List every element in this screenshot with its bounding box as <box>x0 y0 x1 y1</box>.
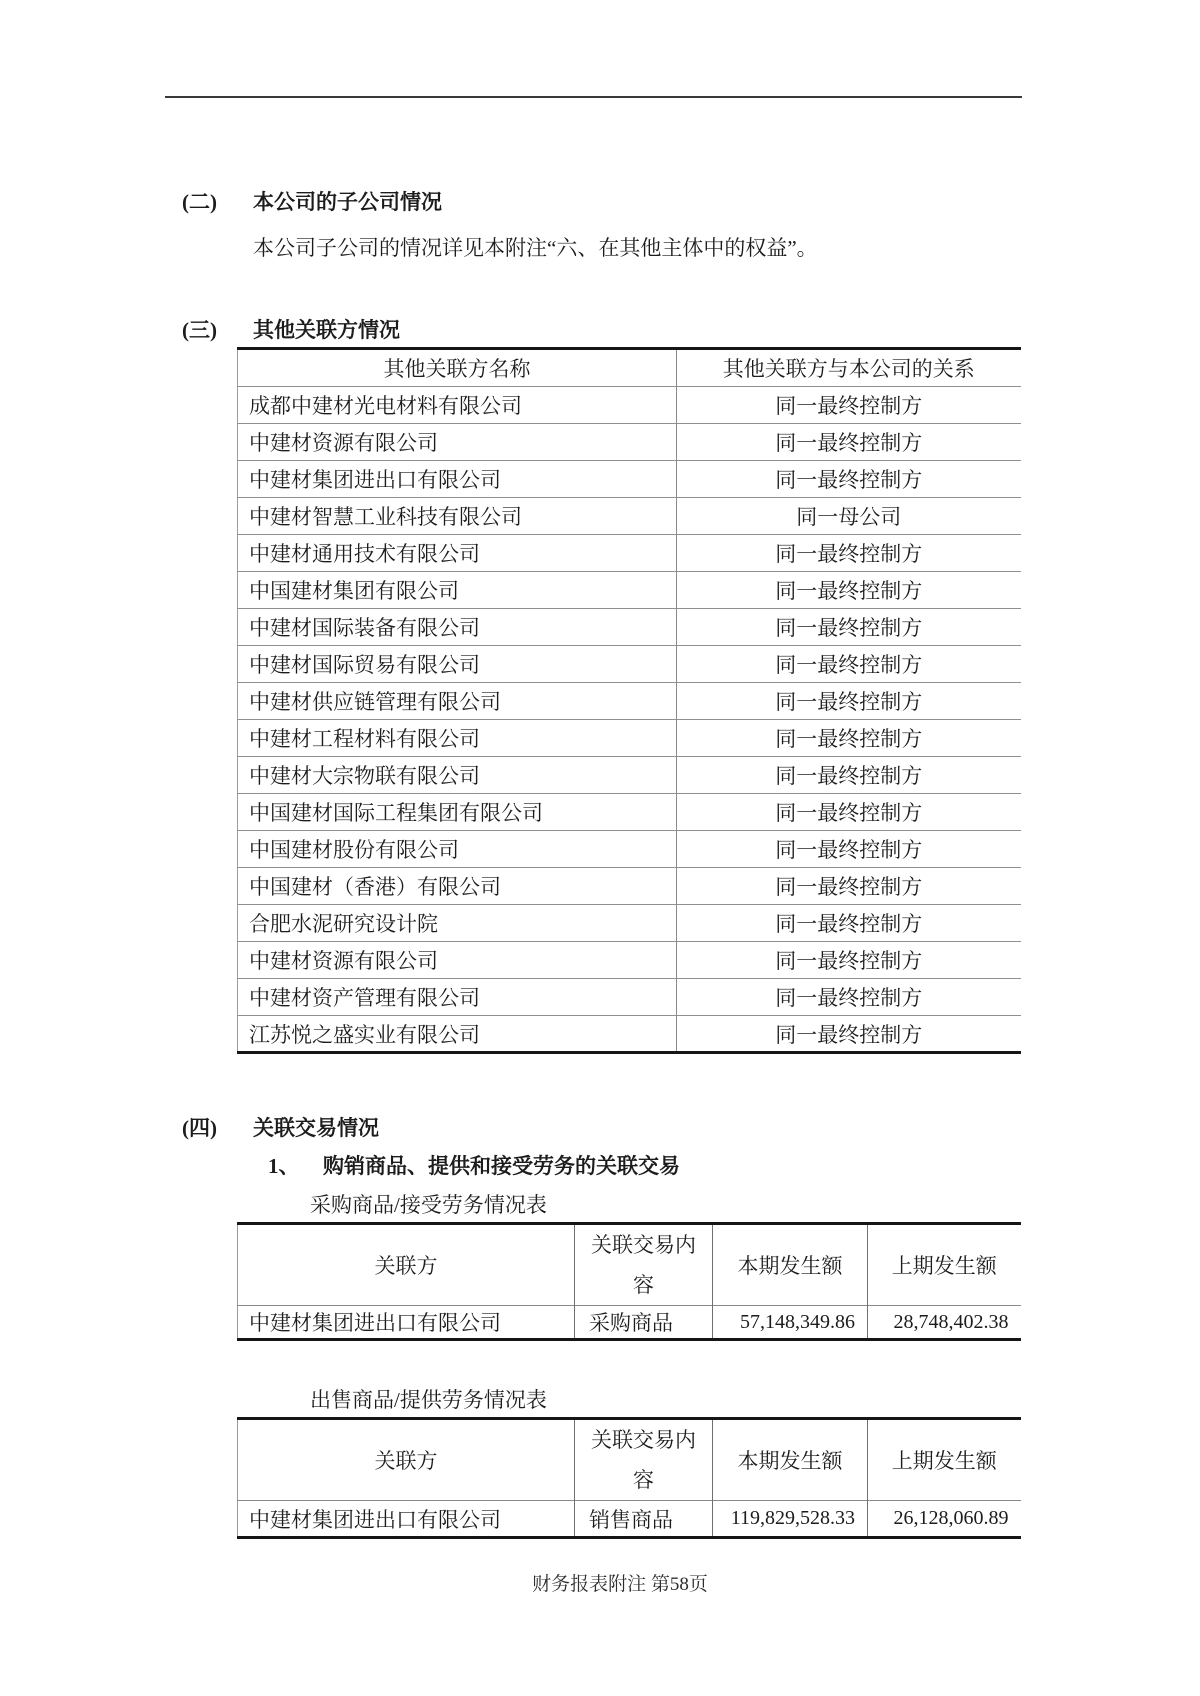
related-party-name-cell: 中国建材股份有限公司 <box>238 831 677 868</box>
related-party-row <box>238 868 1021 905</box>
purchase-table-header-row <box>238 1224 1021 1306</box>
transaction-current-amount-cell: 57,148,349.86 <box>713 1306 868 1340</box>
related-party-row <box>238 905 1021 942</box>
related-party-name-cell: 中建材大宗物联有限公司 <box>238 757 677 794</box>
subheading-number: 1、 <box>268 1154 300 1178</box>
related-party-relation-cell: 同一最终控制方 <box>677 720 1021 757</box>
column-header-prior-amount: 上期发生额 <box>868 1419 1021 1501</box>
section-2-heading <box>0 188 1200 216</box>
column-header-current-amount: 本期发生额 <box>713 1224 868 1306</box>
related-party-row <box>238 498 1021 535</box>
transaction-prior-amount-cell: 28,748,402.38 <box>868 1306 1021 1340</box>
related-party-name-cell: 成都中建材光电材料有限公司 <box>238 387 677 424</box>
purchase-table-caption: 采购商品/接受劳务情况表 <box>310 1193 547 1217</box>
column-header-prior-amount: 上期发生额 <box>868 1224 1021 1306</box>
related-party-name-cell: 中建材资产管理有限公司 <box>238 979 677 1016</box>
related-party-relation-cell: 同一最终控制方 <box>677 387 1021 424</box>
column-header-party: 关联方 <box>374 1449 438 1473</box>
related-party-row <box>238 979 1021 1016</box>
related-party-row <box>238 1016 1021 1053</box>
related-party-relation-cell: 同一最终控制方 <box>677 609 1021 646</box>
transaction-prior-amount-cell: 26,128,060.89 <box>868 1501 1021 1538</box>
section-4-index: (四) <box>182 1116 217 1140</box>
section-4-heading <box>0 1114 1200 1142</box>
section-3-index: (三) <box>182 318 217 342</box>
transaction-content-cell: 销售商品 <box>575 1501 713 1538</box>
related-party-row <box>238 387 1021 424</box>
related-party-relation-cell: 同一最终控制方 <box>677 794 1021 831</box>
related-party-relation-cell: 同一最终控制方 <box>677 831 1021 868</box>
related-party-relation-cell: 同一最终控制方 <box>677 942 1021 979</box>
related-party-relation-cell: 同一最终控制方 <box>677 979 1021 1016</box>
related-party-row <box>238 535 1021 572</box>
section-3-heading <box>0 316 1200 344</box>
related-party-name-cell: 中建材工程材料有限公司 <box>238 720 677 757</box>
related-party-relation-cell: 同一最终控制方 <box>677 757 1021 794</box>
related-party-relation-cell: 同一最终控制方 <box>677 868 1021 905</box>
column-header-party: 关联方 <box>374 1254 438 1278</box>
related-party-relation-cell: 同一最终控制方 <box>677 905 1021 942</box>
related-party-relation-cell: 同一最终控制方 <box>677 683 1021 720</box>
related-party-name-cell: 中建材国际贸易有限公司 <box>238 646 677 683</box>
related-party-name-cell: 中国建材集团有限公司 <box>238 572 677 609</box>
related-party-table <box>237 347 1021 1054</box>
subheading-title: 购销商品、提供和接受劳务的关联交易 <box>323 1154 680 1178</box>
related-party-name-cell: 中建材集团进出口有限公司 <box>238 461 677 498</box>
section-3-title: 其他关联方情况 <box>253 318 400 342</box>
sales-table <box>237 1417 1021 1539</box>
related-party-row <box>238 646 1021 683</box>
related-party-table-header-row <box>238 349 1021 387</box>
related-party-name-cell: 合肥水泥研究设计院 <box>238 905 677 942</box>
related-party-relation-cell: 同一最终控制方 <box>677 461 1021 498</box>
related-party-row <box>238 720 1021 757</box>
related-party-row <box>238 831 1021 868</box>
sales-table-header-row <box>238 1419 1021 1501</box>
transaction-current-amount-cell: 119,829,528.33 <box>713 1501 868 1538</box>
column-header-transaction-content: 关联交易内容 <box>575 1224 713 1306</box>
related-party-relation-cell: 同一最终控制方 <box>677 1016 1021 1053</box>
related-party-row <box>238 609 1021 646</box>
related-party-row <box>238 942 1021 979</box>
related-party-row <box>238 461 1021 498</box>
related-party-name-cell: 中建材供应链管理有限公司 <box>238 683 677 720</box>
related-party-row <box>238 424 1021 461</box>
related-party-name-cell: 中建材资源有限公司 <box>238 424 677 461</box>
section-4-title: 关联交易情况 <box>253 1116 379 1140</box>
transaction-row <box>238 1306 1021 1340</box>
related-party-relation-cell: 同一最终控制方 <box>677 572 1021 609</box>
related-party-name-cell: 江苏悦之盛实业有限公司 <box>238 1016 677 1053</box>
column-header-relation: 其他关联方与本公司的关系 <box>677 349 1021 387</box>
related-party-row <box>238 683 1021 720</box>
section-2-title: 本公司的子公司情况 <box>253 190 442 214</box>
column-header-transaction-content: 关联交易内容 <box>575 1419 713 1501</box>
transaction-party-cell: 中建材集团进出口有限公司 <box>238 1306 575 1340</box>
column-header-current-amount: 本期发生额 <box>713 1419 868 1501</box>
page-header-rule <box>165 96 1022 98</box>
sales-table-caption: 出售商品/提供劳务情况表 <box>310 1388 547 1412</box>
related-party-name-cell: 中国建材国际工程集团有限公司 <box>238 794 677 831</box>
section-2-body: 本公司子公司的情况详见本附注“六、在其他主体中的权益”。 <box>253 236 818 260</box>
related-party-row <box>238 572 1021 609</box>
related-party-relation-cell: 同一最终控制方 <box>677 646 1021 683</box>
related-party-row <box>238 794 1021 831</box>
related-party-relation-cell: 同一最终控制方 <box>677 535 1021 572</box>
transaction-row <box>238 1501 1021 1538</box>
transaction-content-cell: 采购商品 <box>575 1306 713 1340</box>
column-header-name: 其他关联方名称 <box>383 357 531 381</box>
related-party-name-cell: 中建材资源有限公司 <box>238 942 677 979</box>
purchase-table <box>237 1222 1021 1341</box>
related-party-relation-cell: 同一母公司 <box>677 498 1021 535</box>
page-footer: 财务报表附注 第58页 <box>532 1574 708 1595</box>
section-2-index: (二) <box>182 190 217 214</box>
transaction-party-cell: 中建材集团进出口有限公司 <box>238 1501 575 1538</box>
related-party-name-cell: 中建材国际装备有限公司 <box>238 609 677 646</box>
related-party-name-cell: 中建材智慧工业科技有限公司 <box>238 498 677 535</box>
related-party-name-cell: 中建材通用技术有限公司 <box>238 535 677 572</box>
related-party-relation-cell: 同一最终控制方 <box>677 424 1021 461</box>
related-party-name-cell: 中国建材（香港）有限公司 <box>238 868 677 905</box>
related-party-row <box>238 757 1021 794</box>
